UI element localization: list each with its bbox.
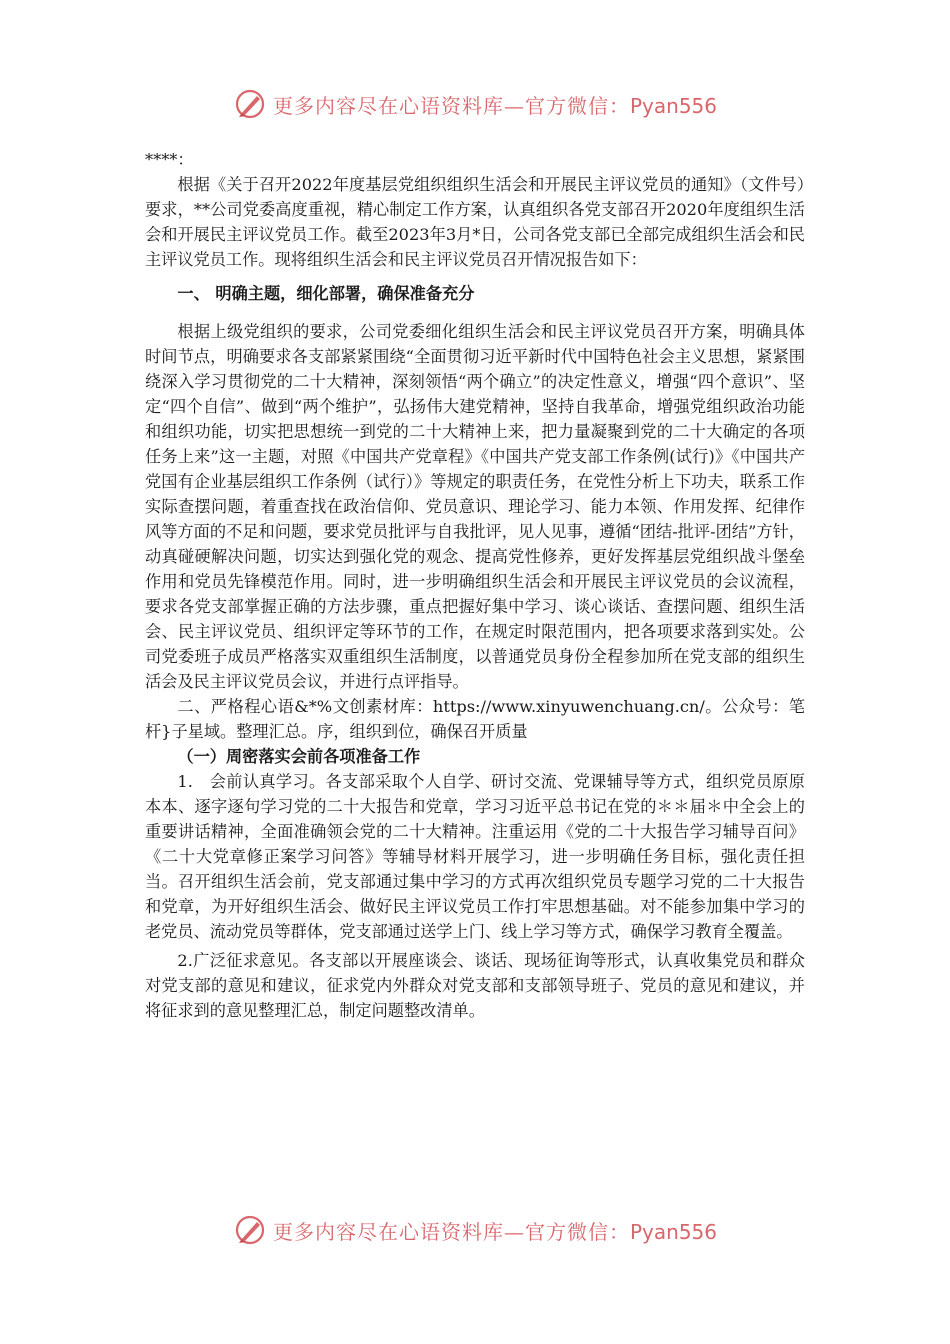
header-watermark-banner: [0, 84, 950, 124]
brush-pen-logo-icon: [233, 1213, 267, 1247]
banner-text: 更多内容尽在心语资料库—官方微信：Pyan556: [272, 93, 717, 118]
salutation: ****：: [145, 150, 194, 169]
document-body: [145, 147, 805, 1023]
intro-paragraph: 根据《关于召开2022年度基层党组织组织生活会和开展民主评议党员的通知》（文件号）要求，**公司党委高度重视，精心制定工作方案，认真组织各党支部召开2020年度组织生活会和开展民主评议党员工作。截至2023年3月*日，公司各党支部已全部完成组织生活会和民主评议党员工作。现将组织生活会和民主评议党员召开情况报告如下：: [145, 175, 805, 269]
banner-text: 更多内容尽在心语资料库—官方微信：Pyan556: [272, 1219, 717, 1244]
brush-pen-logo-icon: [233, 87, 267, 121]
subsection1-heading: （一）周密落实会前各项准备工作: [177, 747, 421, 766]
section1-paragraph: 根据上级党组织的要求，公司党委细化组织生活会和民主评议党员召开方案，明确具体时间节点，明确要求各支部紧紧围绕“全面贯彻习近平新时代中国特色社会主义思想，紧紧围绕深入学习贯彻党的二十大精神，深刻领悟“两个确立”的决定性意义，增强“四个意识”、坚定“四个自信”、做到“两个维护”，弘扬伟大建党精神，坚持自我革命，增强党组织政治功能和组织功能，切实把思想统一到党的二十大精神上来，把力量凝聚到党的二十大确定的各项任务上来”这一主题，对照《中国共产党章程》《中国共产党支部工作条例(试行)》《中国共产党国有企业基层组织工作条例（试行）》等规定的职责任务，在党性分析上下功夫，联系工作实际查摆问题，着重查找在政治信仰、党员意识、理论学习、能力本领、作用发挥、纪律作风等方面的不足和问题，要求党员批评与自我批评，见人见事，遵循“团结-批评-团结”方针，动真碰硬解决问题，切实达到强化党的观念、提高党性修养，更好发挥基层党组织战斗堡垒作用和党员先锋模范作用。同时，进一步明确组织生活会和开展民主评议党员的会议流程，要求各党支部掌握正确的方法步骤，重点把握好集中学习、谈心谈话、查摆问题、组织生活会、民主评议党员、组织评定等环节的工作，在规定时限范围内，把各项要求落到实处。公司党委班子成员严格落实双重组织生活制度，以普通党员身份全程参加所在党支部的组织生活会及民主评议党员会议，并进行点评指导。: [145, 322, 805, 691]
section1-heading: 一、 明确主题，细化部署，确保准备充分: [177, 284, 475, 303]
item2-paragraph: 2.广泛征求意见。各支部以开展座谈会、谈话、现场征询等形式，认真收集党员和群众对党支部的意见和建议，征求党内外群众对党支部和支部领导班子、党员的意见和建议，并将征求到的意见整理汇总，制定问题整改清单。: [145, 951, 805, 1020]
section2-heading: 二、严格程心语&*%文创素材库：https://www.xinyuwenchuang.cn/。公众号：笔杆}子星域。整理汇总。序，组织到位，确保召开质量: [145, 697, 805, 741]
footer-watermark-banner: [0, 1210, 950, 1250]
item1-paragraph: 1. 会前认真学习。各支部采取个人自学、研讨交流、党课辅导等方式，组织党员原原本本、逐字逐句学习党的二十大报告和党章，学习习近平总书记在党的＊＊届＊中全会上的重要讲话精神，全面准确领会党的二十大精神。注重运用《党的二十大报告学习辅导百问》《二十大党章修正案学习问答》等辅导材料开展学习，进一步明确任务目标，强化责任担当。召开组织生活会前，党支部通过集中学习的方式再次组织党员专题学习党的二十大报告和党章，为开好组织生活会、做好民主评议党员工作打牢思想基础。对不能参加集中学习的老党员、流动党员等群体，党支部通过送学上门、线上学习等方式，确保学习教育全覆盖。: [145, 772, 805, 941]
